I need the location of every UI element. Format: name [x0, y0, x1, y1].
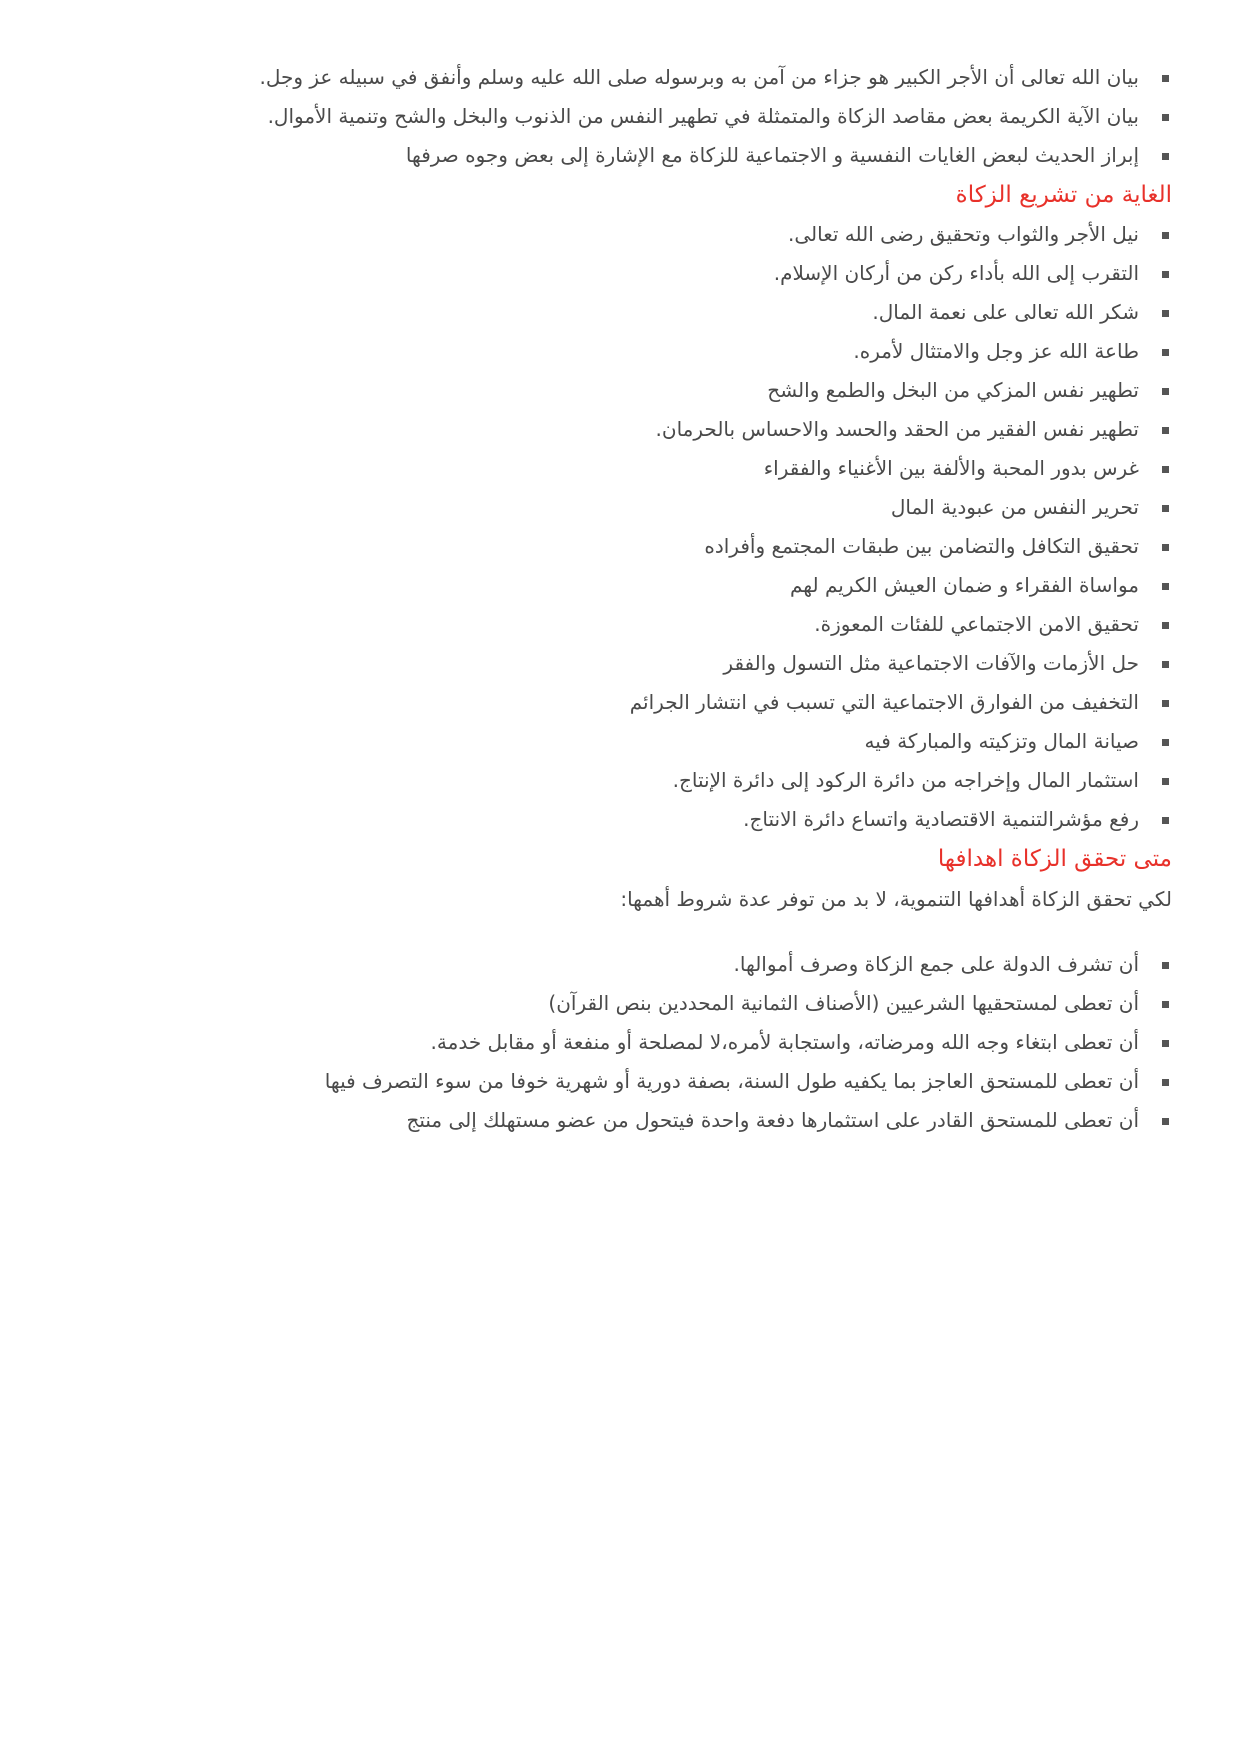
list-item-text: أن تعطى لمستحقيها الشرعيين (الأصناف الثمانية المحددين بنص القرآن)	[548, 991, 1139, 1015]
list-item	[172, 1101, 1172, 1140]
document-content	[172, 58, 1172, 1140]
list-item	[172, 683, 1172, 722]
square-bullet-icon	[1162, 1040, 1169, 1047]
list-item-text: تحقيق التكافل والتضامن بين طبقات المجتمع وأفراده	[704, 534, 1139, 558]
list-item-text: أن تعطى ابتغاء وجه الله ومرضاته، واستجابة لأمره،لا لمصلحة أو منفعة أو مقابل خدمة.	[430, 1030, 1139, 1054]
list-item-text: تحقيق الامن الاجتماعي للفئات المعوزة.	[814, 612, 1139, 636]
list-item-text: أن تشرف الدولة على جمع الزكاة وصرف أموالها.	[733, 952, 1139, 976]
list-item-text: بيان الآية الكريمة بعض مقاصد الزكاة والمتمثلة في تطهير النفس من الذنوب والبخل والشح وتنمية الأموال.	[267, 104, 1139, 128]
square-bullet-icon	[1162, 505, 1169, 512]
list-item-text: التخفيف من الفوارق الاجتماعية التي تسبب في انتشار الجرائم	[629, 690, 1139, 714]
list-item	[172, 566, 1172, 605]
list-item	[172, 945, 1172, 984]
square-bullet-icon	[1162, 700, 1169, 707]
list-item-text: طاعة الله عز وجل والامتثال لأمره.	[853, 339, 1139, 363]
list-item-text: مواساة الفقراء و ضمان العيش الكريم لهم	[789, 573, 1139, 597]
square-bullet-icon	[1162, 232, 1169, 239]
list-item-text: إبراز الحديث لبعض الغايات النفسية و الاجتماعية للزكاة مع الإشارة إلى بعض وجوه صرفها	[405, 143, 1139, 167]
list-item-text: نيل الأجر والثواب وتحقيق رضى الله تعالى.	[787, 222, 1139, 246]
list-item-text: شكر الله تعالى على نعمة المال.	[872, 300, 1139, 324]
list-item	[172, 527, 1172, 566]
list-item	[172, 1023, 1172, 1062]
list-item	[172, 58, 1172, 97]
square-bullet-icon	[1162, 1079, 1169, 1086]
conditions-intro-paragraph: لكي تحقق الزكاة أهدافها التنموية، لا بد من توفر عدة شروط أهمها:	[620, 887, 1172, 911]
list-item-text: أن تعطى للمستحق القادر على استثمارها دفعة واحدة فيتحول من عضو مستهلك إلى منتج	[406, 1108, 1139, 1132]
square-bullet-icon	[1162, 544, 1169, 551]
square-bullet-icon	[1162, 466, 1169, 473]
list-item	[172, 800, 1172, 839]
square-bullet-icon	[1162, 817, 1169, 824]
square-bullet-icon	[1162, 739, 1169, 746]
square-bullet-icon	[1162, 114, 1169, 121]
list-item	[172, 605, 1172, 644]
list-item-text: تطهير نفس المزكي من البخل والطمع والشح	[767, 378, 1139, 402]
square-bullet-icon	[1162, 388, 1169, 395]
list-item-text: أن تعطى للمستحق العاجز بما يكفيه طول السنة، بصفة دورية أو شهرية خوفا من سوء التصرف فيها	[324, 1069, 1139, 1093]
list-item	[172, 215, 1172, 254]
list-item	[172, 254, 1172, 293]
square-bullet-icon	[1162, 75, 1169, 82]
list-item-text: صيانة المال وتزكيته والمباركة فيه	[864, 729, 1139, 753]
square-bullet-icon	[1162, 583, 1169, 590]
purpose-bullet-list	[172, 215, 1172, 839]
list-item	[172, 136, 1172, 175]
list-item	[172, 1062, 1172, 1101]
list-item-text: بيان الله تعالى أن الأجر الكبير هو جزاء من آمن به وبرسوله صلى الله عليه وسلم وأنفق في سبيله عز وجل.	[259, 65, 1139, 89]
list-item	[172, 293, 1172, 332]
square-bullet-icon	[1162, 153, 1169, 160]
square-bullet-icon	[1162, 310, 1169, 317]
square-bullet-icon	[1162, 427, 1169, 434]
square-bullet-icon	[1162, 349, 1169, 356]
section-heading-purpose: الغاية من تشريع الزكاة	[955, 182, 1172, 208]
section-heading-conditions: متى تحقق الزكاة اهدافها	[937, 846, 1172, 872]
square-bullet-icon	[1162, 1001, 1169, 1008]
list-item-text: تحرير النفس من عبودية المال	[890, 495, 1139, 519]
square-bullet-icon	[1162, 962, 1169, 969]
list-item	[172, 984, 1172, 1023]
list-item	[172, 722, 1172, 761]
square-bullet-icon	[1162, 1118, 1169, 1125]
list-item-text: تطهير نفس الفقير من الحقد والحسد والاحساس بالحرمان.	[655, 417, 1139, 441]
list-item	[172, 97, 1172, 136]
list-item-text: رفع مؤشرالتنمية الاقتصادية واتساع دائرة الانتاج.	[743, 807, 1139, 831]
list-item	[172, 410, 1172, 449]
list-item-text: غرس بدور المحبة والألفة بين الأغنياء والفقراء	[763, 456, 1139, 480]
list-item	[172, 488, 1172, 527]
square-bullet-icon	[1162, 622, 1169, 629]
list-item	[172, 371, 1172, 410]
square-bullet-icon	[1162, 661, 1169, 668]
list-item	[172, 449, 1172, 488]
list-item	[172, 332, 1172, 371]
square-bullet-icon	[1162, 271, 1169, 278]
intro-bullet-list	[172, 58, 1172, 175]
list-item-text: استثمار المال وإخراجه من دائرة الركود إلى دائرة الإنتاج.	[672, 768, 1139, 792]
list-item-text: التقرب إلى الله بأداء ركن من أركان الإسلام.	[773, 261, 1139, 285]
square-bullet-icon	[1162, 778, 1169, 785]
list-item	[172, 761, 1172, 800]
list-item-text: حل الأزمات والآفات الاجتماعية مثل التسول والفقر	[723, 651, 1139, 675]
conditions-bullet-list	[172, 945, 1172, 1140]
list-item	[172, 644, 1172, 683]
